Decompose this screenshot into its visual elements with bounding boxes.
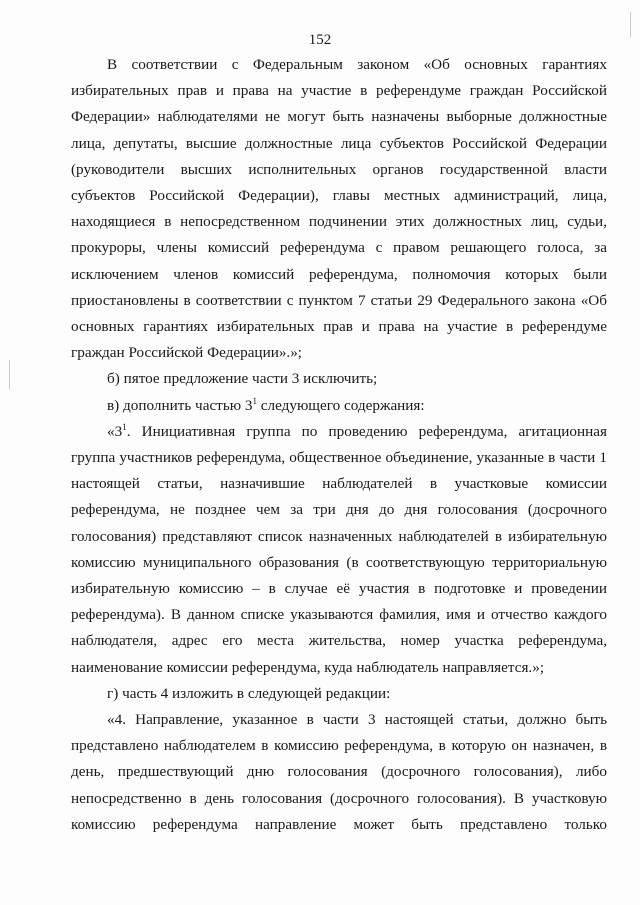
superscript: 1 bbox=[252, 395, 257, 406]
text-fragment: «3 bbox=[107, 422, 123, 440]
text-line: (руководители высших исполнительных органов государственной власти bbox=[71, 160, 607, 178]
text-fragment: . Инициативная группа по проведению референдума, агитационная bbox=[126, 422, 607, 440]
text-line: исключением членов комиссий референдума, полномочия которых были bbox=[71, 265, 607, 283]
paragraph-observers-restriction bbox=[71, 52, 607, 366]
text-line: находящиеся в непосредственном подчинении этих должностных лиц, судьи, bbox=[71, 213, 607, 231]
text-line: группа участников референдума, общественное объединение, указанные в части 1 bbox=[71, 449, 607, 467]
text-line: голосования) представляют список назначенных наблюдателей в избирательную bbox=[71, 527, 607, 545]
paragraph-part-4 bbox=[71, 707, 607, 838]
paragraph-item-v bbox=[71, 393, 607, 419]
page-number: 152 bbox=[308, 32, 332, 48]
text-line: приостановлены в соответствии с пунктом 7 статьи 29 Федерального закона «Об bbox=[71, 291, 607, 309]
text-line: наименование комиссии референдума, куда наблюдатель направляется.»; bbox=[71, 658, 545, 676]
text-line: субъектов Российской Федерации), главы местных администраций, лица, bbox=[71, 187, 607, 205]
paragraph-item-g bbox=[71, 681, 607, 707]
text-line bbox=[71, 419, 607, 445]
text-fragment: следующего содержания: bbox=[256, 396, 425, 414]
text-line: комиссию референдума направление может быть представлено только bbox=[71, 815, 607, 833]
document-text bbox=[71, 52, 607, 838]
text-line: прокуроры, члены комиссий референдума с правом решающего голоса, за bbox=[71, 239, 607, 257]
text-line: лица, депутаты, высшие должностные лица субъектов Российской Федерации bbox=[71, 134, 607, 152]
text-line: комиссию муниципального образования (в соответствующую территориальную bbox=[71, 553, 607, 571]
text-line: референдума, не позднее чем за три дня до дня голосования (досрочного bbox=[71, 501, 607, 519]
text-line: граждан Российской Федерации».»; bbox=[71, 344, 303, 362]
text-line: Федерации» наблюдателями не могут быть назначены выборные должностные bbox=[71, 108, 607, 126]
text-line: избирательных прав и права на участие в референдуме граждан Российской bbox=[71, 82, 607, 100]
paragraph-part-3-1 bbox=[71, 419, 607, 681]
text-line: день, предшествующий дню голосования (досрочного голосования), либо bbox=[71, 763, 607, 781]
text-line bbox=[71, 393, 607, 419]
text-line: основных гарантиях избирательных прав и права на участие в референдуме bbox=[71, 318, 607, 336]
text-line: наблюдателя, адрес его места жительства, номер участка референдума, bbox=[71, 632, 607, 650]
text-line: В соответствии с Федеральным законом «Об основных гарантиях bbox=[107, 56, 607, 73]
text-line: непосредственно в день голосования (досрочного голосования). В участковую bbox=[71, 789, 607, 807]
paragraph-item-b bbox=[71, 366, 607, 392]
text-line: референдума). В данном списке указываются фамилия, имя и отчество каждого bbox=[71, 606, 607, 624]
text-line: настоящей статьи, назначившие наблюдателей в участковые комиссии bbox=[71, 475, 607, 493]
superscript: 1 bbox=[122, 421, 127, 432]
text-line: представлено наблюдателем в комиссию референдума, в которую он назначен, в bbox=[71, 737, 607, 755]
left-margin-mark bbox=[9, 360, 10, 390]
text-fragment: в) дополнить частью 3 bbox=[107, 396, 253, 414]
text-line: избирательную комиссию – в случае её участия в подготовке и проведении bbox=[71, 580, 607, 598]
text-line: б) пятое предложение части 3 исключить; bbox=[107, 370, 378, 388]
text-line: «4. Направление, указанное в части 3 настоящей статьи, должно быть bbox=[107, 711, 607, 729]
text-line: г) часть 4 изложить в следующей редакции: bbox=[107, 684, 391, 702]
